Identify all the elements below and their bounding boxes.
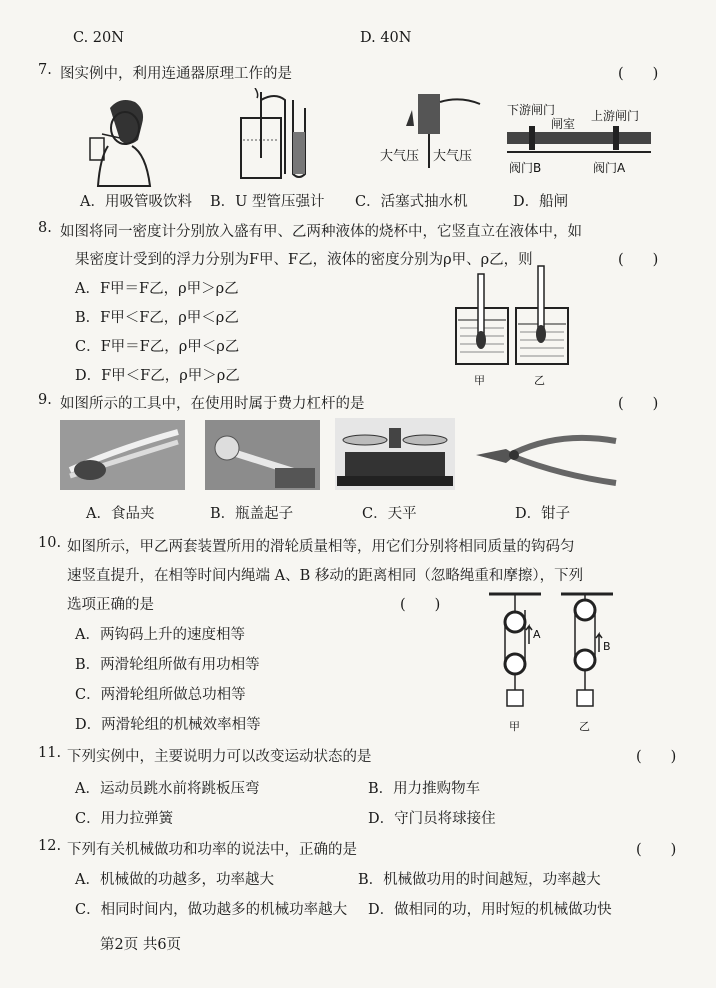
- q12-answer-paren: ( ): [636, 842, 677, 858]
- q7-valve-a-label: 阀门A: [593, 161, 626, 175]
- q7-answer-paren: ( ): [618, 66, 659, 82]
- q8-number: 8.: [38, 220, 52, 236]
- q12-number: 12.: [38, 838, 62, 854]
- q9-option-a: A．食品夹: [86, 506, 155, 522]
- q11-stem: 下列实例中，主要说明力可以改变运动状态的是: [67, 749, 372, 765]
- q6-option-d: D. 40N: [360, 30, 412, 46]
- q12-stem: 下列有关机械做功和功率的说法中，正确的是: [67, 842, 357, 858]
- q10-label-jia: 甲: [509, 720, 520, 733]
- q11-answer-paren: ( ): [636, 749, 677, 765]
- q8-option-b: B．F甲＜F乙，ρ甲＜ρ乙: [75, 310, 239, 326]
- q11-option-c: C．用力拉弹簧: [75, 811, 174, 827]
- q9-stem: 如图所示的工具中，在使用时属于费力杠杆的是: [60, 396, 365, 412]
- page-footer: 第2页 共6页: [100, 937, 182, 953]
- q10-option-c: C．两滑轮组所做总功相等: [75, 687, 246, 703]
- q8-option-d: D．F甲＜F乙，ρ甲＞ρ乙: [75, 368, 240, 384]
- q9-option-d: D．钳子: [515, 506, 571, 522]
- q7-atm-right-label: 大气压: [433, 149, 473, 164]
- q7-ship-lock-figure: [505, 100, 655, 180]
- q9-option-b: B．瓶盖起子: [210, 506, 294, 522]
- q7-u-tube-figure: [235, 88, 315, 183]
- q10-option-a: A．两钩码上升的速度相等: [75, 627, 245, 643]
- q11-option-a: A．运动员跳水前将跳板压弯: [75, 781, 260, 797]
- q10-number: 10.: [38, 535, 62, 551]
- q7-option-b: B．U 型管压强计: [210, 194, 325, 210]
- q12-option-b: B．机械做功用的时间越短，功率越大: [358, 872, 601, 888]
- q7-option-a: A．用吸管吸饮料: [80, 194, 192, 210]
- q7-valve-b-label: 阀门B: [509, 161, 542, 175]
- q7-upstream-gate-label: 上游闸门: [591, 109, 640, 123]
- q8-hydrometer-figure: [450, 262, 590, 392]
- q10-stem-line1: 如图所示，甲乙两套装置所用的滑轮质量相等，用它们分别将相同质量的钩码匀: [67, 539, 575, 555]
- q11-number: 11.: [38, 745, 62, 761]
- q9-number: 9.: [38, 392, 52, 408]
- q7-straw-figure: [80, 88, 160, 188]
- q8-stem-line2: 果密度计受到的浮力分别为F甲、F乙，液体的密度分别为ρ甲、ρ乙，则: [75, 252, 533, 268]
- q7-downstream-gate-label: 下游闸门: [507, 103, 556, 117]
- q11-option-d: D．守门员将球接住: [368, 811, 496, 827]
- q9-option-c: C．天平: [362, 506, 417, 522]
- q6-option-c: C. 20N: [73, 30, 124, 46]
- q7-chamber-label: 闸室: [551, 117, 576, 131]
- q12-option-a: A．机械做的功越多，功率越大: [75, 872, 274, 888]
- q9-pliers-photo: [470, 425, 620, 490]
- q8-label-yi: 乙: [534, 374, 545, 387]
- q11-option-b: B．用力推购物车: [368, 781, 481, 797]
- q7-option-c: C．活塞式抽水机: [355, 194, 468, 210]
- q10-pulley-figure: [485, 590, 625, 738]
- q9-food-tongs-photo: [60, 420, 185, 490]
- q7-number: 7.: [38, 62, 52, 78]
- q8-stem-line1: 如图将同一密度计分别放入盛有甲、乙两种液体的烧杯中，它竖直立在液体中，如: [60, 224, 582, 240]
- q9-answer-paren: ( ): [618, 396, 659, 412]
- q7-option-d: D．船闸: [513, 194, 569, 210]
- q10-option-d: D．两滑轮组的机械效率相等: [75, 717, 261, 733]
- q10-stem-line2: 速竖直提升，在相等时间内绳端 A、B 移动的距离相同（忽略绳重和摩擦），下列: [67, 568, 584, 584]
- q10-option-b: B．两滑轮组所做有用功相等: [75, 657, 260, 673]
- q10-label-yi: 乙: [579, 720, 590, 733]
- q10-answer-paren: ( ): [400, 597, 441, 613]
- q7-pump-figure: [380, 90, 490, 170]
- q12-option-d: D．做相同的功，用时短的机械做功快: [368, 902, 612, 918]
- q12-option-c: C．相同时间内，做功越多的机械功率越大: [75, 902, 348, 918]
- q7-atm-left-label: 大气压: [380, 149, 420, 164]
- q10-label-b: B: [603, 640, 611, 653]
- q10-stem-line3: 选项正确的是: [67, 597, 154, 613]
- q8-option-a: A．F甲＝F乙，ρ甲＞ρ乙: [75, 281, 239, 297]
- q10-label-a: A: [533, 628, 541, 641]
- q8-label-jia: 甲: [474, 374, 485, 387]
- q9-balance-photo: [335, 418, 455, 490]
- q8-answer-paren: ( ): [618, 252, 659, 268]
- q7-stem: 图实例中，利用连通器原理工作的是: [60, 66, 292, 82]
- q8-option-c: C．F甲＝F乙，ρ甲＜ρ乙: [75, 339, 240, 355]
- q9-bottle-opener-photo: [205, 420, 320, 490]
